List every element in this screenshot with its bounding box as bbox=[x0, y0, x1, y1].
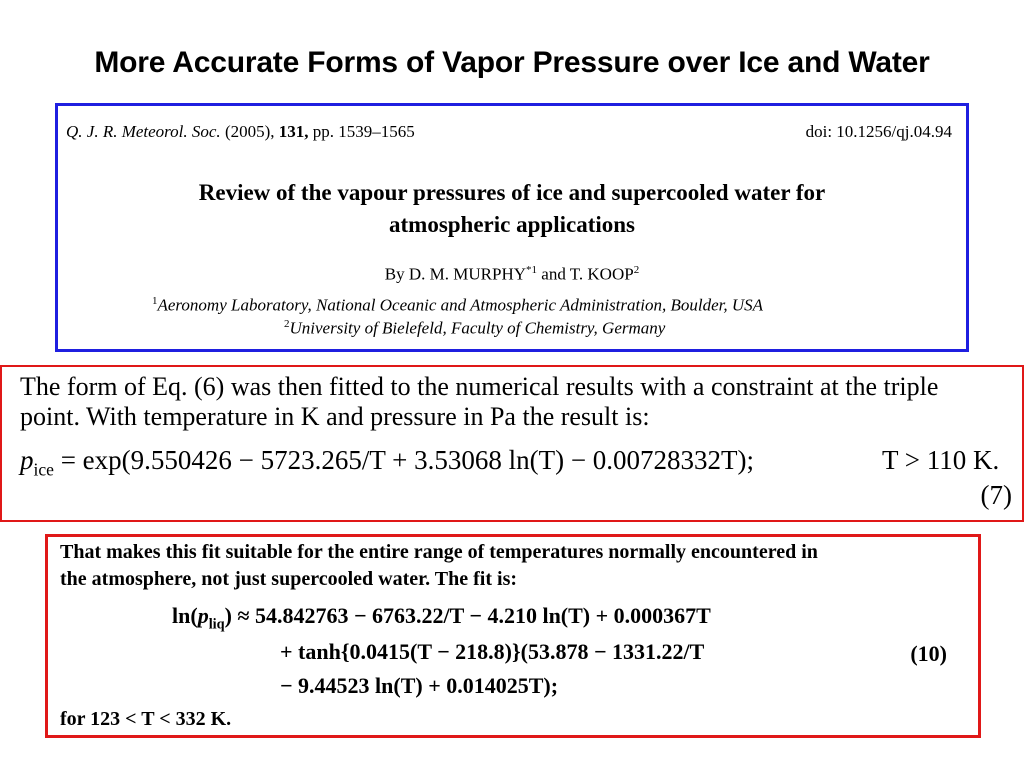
liquid-equation-line1 bbox=[172, 603, 711, 633]
liquid-equation-rhs: ) ≈ 54.842763 − 6763.22/T − 4.210 ln(T) + 0.000367T bbox=[224, 603, 711, 628]
journal-year: (2005), bbox=[224, 122, 275, 141]
slide-title: More Accurate Forms of Vapor Pressure over Ice and Water bbox=[94, 46, 930, 79]
affiliation-1-text: Aeronomy Laboratory, National Oceanic and Atmospheric Administration, Boulder, USA bbox=[157, 295, 764, 315]
byline-author2: and T. KOOP bbox=[537, 264, 634, 284]
ice-text-line1: The form of Eq. (6) was then fitted to the numerical results with a constraint at the triple bbox=[20, 372, 939, 401]
doi: doi: 10.1256/qj.04.94 bbox=[805, 122, 952, 141]
affiliation-1-marker: 1 bbox=[152, 295, 158, 307]
journal-pages: pp. 1539–1565 bbox=[312, 122, 415, 141]
liquid-p-subscript: liq bbox=[208, 616, 225, 633]
liquid-text-line1: That makes this fit suitable for the entire range of temperatures normally encountered in bbox=[60, 541, 818, 563]
ice-equation-number: (7) bbox=[980, 480, 1012, 510]
ice-equation-box bbox=[0, 365, 1024, 522]
journal-citation bbox=[66, 122, 415, 142]
ice-equation-condition: T > 110 K. bbox=[882, 445, 1000, 475]
author2-marker: 2 bbox=[633, 264, 640, 276]
journal-volume: 131, bbox=[278, 122, 309, 141]
affiliation-2-marker: 2 bbox=[284, 318, 290, 330]
liquid-equation-box bbox=[45, 534, 981, 738]
liquid-validity-range: for 123 < T < 332 K. bbox=[60, 708, 232, 730]
ice-equation-rhs: = exp(9.550426 − 5723.265/T + 3.53068 ln(T) − 0.00728332T); bbox=[53, 445, 755, 475]
paper-title-line2: atmospheric applications bbox=[389, 212, 635, 237]
ice-text-line2: point. With temperature in K and pressure in Pa the result is: bbox=[20, 402, 650, 431]
ice-p-subscript: ice bbox=[33, 459, 54, 480]
paper-title-line1: Review of the vapour pressures of ice and supercooled water for bbox=[198, 180, 826, 205]
affiliation-2-text: University of Bielefeld, Faculty of Chemistry, Germany bbox=[289, 318, 666, 338]
journal-name: Q. J. R. Meteorol. Soc. bbox=[66, 122, 221, 141]
affiliation-2 bbox=[284, 318, 665, 339]
byline bbox=[58, 264, 966, 285]
paper-header-box bbox=[55, 103, 969, 352]
byline-author1: By D. M. MURPHY bbox=[384, 264, 527, 284]
liquid-ln-open: ln( bbox=[172, 603, 198, 628]
ice-p-symbol: p bbox=[20, 445, 34, 475]
affiliation-1 bbox=[152, 295, 763, 316]
liquid-text-line2: the atmosphere, not just supercooled water. The fit is: bbox=[60, 568, 518, 590]
liquid-equation-number: (10) bbox=[910, 641, 947, 666]
liquid-equation-line2: + tanh{0.0415(T − 218.8)}(53.878 − 1331.22/T bbox=[280, 639, 705, 664]
ice-equation bbox=[20, 445, 754, 480]
liquid-p-symbol: p bbox=[197, 603, 209, 628]
author1-marker: *1 bbox=[526, 264, 538, 276]
liquid-equation-line3: − 9.44523 ln(T) + 0.014025T); bbox=[280, 673, 559, 698]
